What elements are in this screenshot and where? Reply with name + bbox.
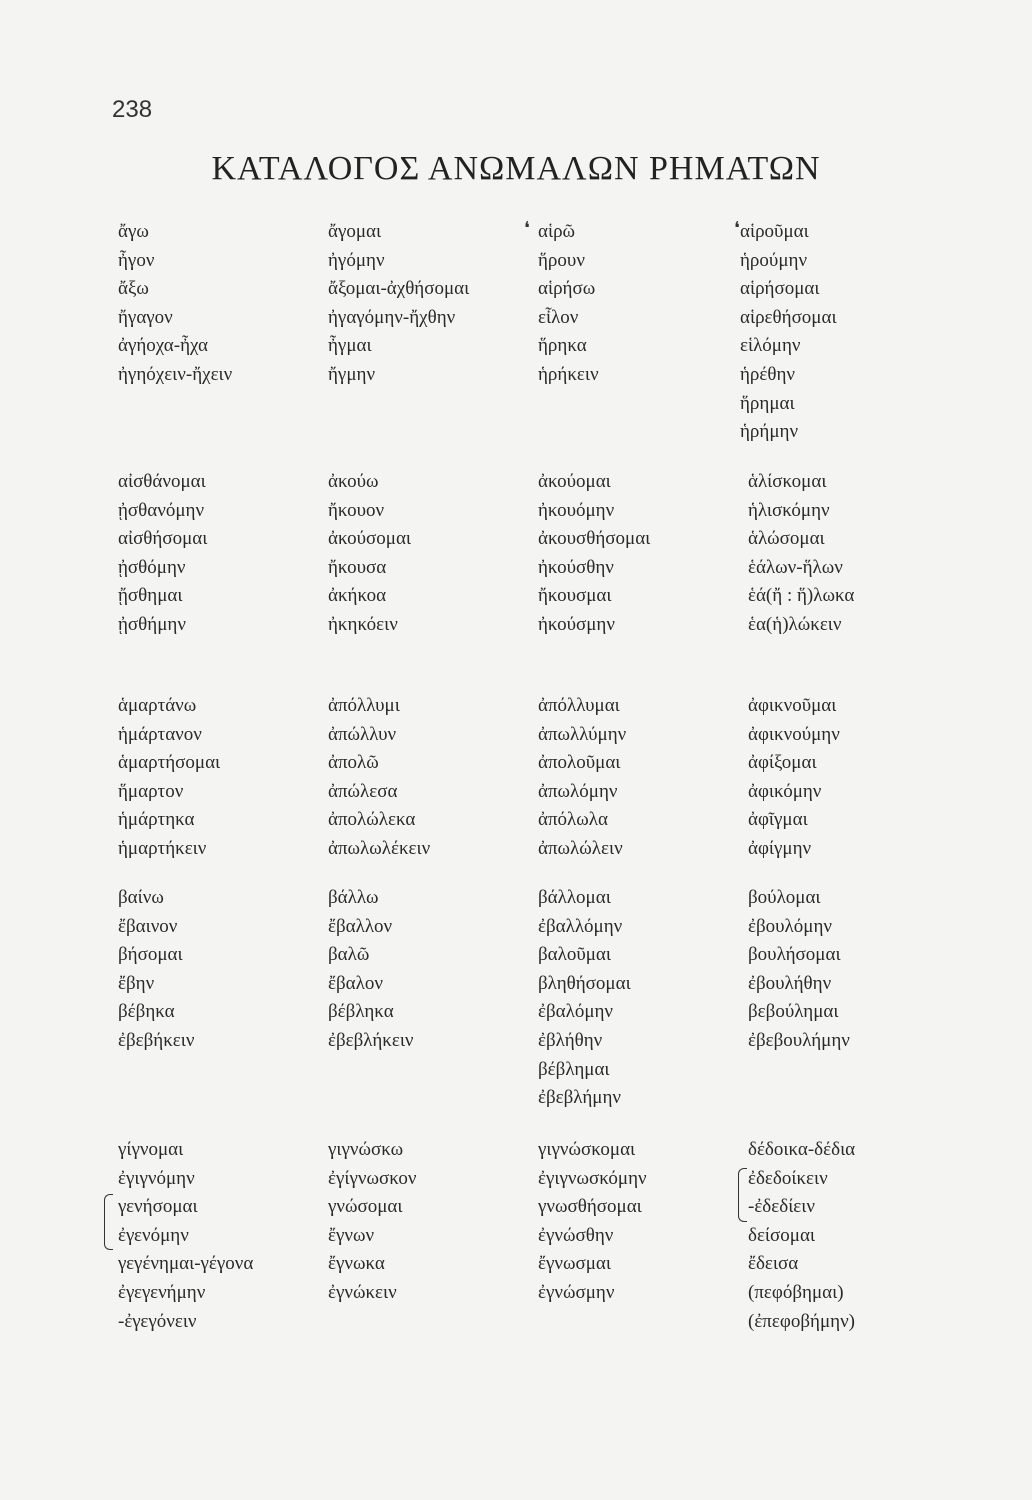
verb-form: ἁλίσκομαι (748, 471, 827, 492)
verb-column (118, 218, 232, 390)
verb-form: ἡρέθην (740, 363, 796, 385)
verb-form: ᾐσθόμην (118, 556, 186, 578)
verb-form: -ἐγεγόνειν (118, 1310, 197, 1332)
verb-form: ἥρημαι (740, 392, 795, 414)
verb-form: βούλομαι (748, 887, 821, 908)
verb-form: ἄγομαι (328, 221, 382, 242)
verb-form: ἐβουλόμην (748, 915, 832, 937)
verb-form: ἀκούω (328, 471, 379, 492)
verb-column (538, 468, 650, 640)
verb-column (118, 1136, 253, 1336)
verb-form: (ἐπεφοβήμην) (748, 1310, 855, 1332)
verb-column (740, 218, 837, 447)
verb-form: ἁλώσομαι (748, 528, 825, 550)
verb-form: ἀπώλεσα (328, 780, 398, 802)
verb-column (328, 1136, 416, 1308)
verb-form: βάλλω (328, 887, 379, 908)
verb-form: βέβηκα (118, 1001, 175, 1023)
verb-form: ἠκηκόειν (328, 613, 398, 635)
verb-form: (πεφόβημαι) (748, 1281, 844, 1303)
verb-form: γιγνώσκομαι (538, 1139, 636, 1160)
verb-column (748, 692, 840, 864)
verb-form: γνωσθήσομαι (538, 1196, 642, 1218)
verb-form: ἐβαλλόμην (538, 915, 623, 937)
verb-form: ἦγμαι (328, 335, 372, 357)
asterisk-marker-icon: ❛ (524, 218, 530, 239)
verb-form: ἀπωλώλειν (538, 837, 623, 859)
verb-form: ἀφῖγμαι (748, 809, 808, 831)
verb-form: ἐγνώκειν (328, 1281, 397, 1303)
verb-form: ἥρηκα (538, 335, 587, 357)
verb-form: ἐβεβουλήμην (748, 1029, 850, 1051)
verb-form: ἡρήκειν (538, 363, 599, 385)
verb-form: ἀπώλλυν (328, 723, 397, 745)
verb-form: δέδοικα-δέδια (748, 1139, 856, 1160)
verb-form: ἡλισκόμην (748, 499, 830, 521)
verb-form: ἀκήκοα (328, 585, 387, 607)
verb-form: δείσομαι (748, 1224, 816, 1246)
verb-form: ἤγμην (328, 363, 376, 385)
verb-form: ἤκουσμαι (538, 585, 612, 607)
verb-form: ἄξω (118, 278, 149, 300)
verb-form: ἔβαλλον (328, 915, 393, 937)
verb-form: ἐγιγνόμην (118, 1167, 195, 1189)
verb-form: ἤκουσα (328, 556, 387, 578)
verb-form: ἀφικνούμην (748, 723, 840, 745)
verb-form: ἐγίγνωσκον (328, 1167, 417, 1189)
verb-form: ἄξομαι-ἀχθήσομαι (328, 278, 470, 300)
verb-form: αἱρήσω (538, 278, 596, 300)
verb-form: εἱλόμην (740, 335, 801, 357)
verb-form: ἀπολοῦμαι (538, 752, 621, 774)
verb-form: γιγνώσκω (328, 1139, 404, 1160)
asterisk-marker-icon: ❛ (734, 218, 740, 239)
verb-form: βέβληκα (328, 1001, 394, 1023)
verb-column (118, 692, 220, 864)
verb-form: ἐβεβλήκειν (328, 1029, 414, 1051)
verb-form: βάλλομαι (538, 887, 611, 908)
verb-column (328, 218, 469, 390)
verb-column (748, 468, 854, 640)
verb-form: ἦγον (118, 249, 155, 271)
bracket-icon (738, 1168, 747, 1222)
verb-form: ἡμαρτήκειν (118, 837, 207, 859)
verb-form: ἡρούμην (740, 249, 808, 271)
page-title: ΚΑΤΑΛΟΓΟΣ ΑΝΩΜΑΛΩΝ ΡΗΜΑΤΩΝ (211, 150, 821, 187)
verb-form: ἀκουσθήσομαι (538, 528, 651, 550)
verb-form: εἶλον (538, 306, 579, 328)
verb-form: γενήσομαι (118, 1196, 198, 1218)
verb-form: ἠγαγόμην-ἤχθην (328, 306, 456, 328)
verb-form: βήσομαι (118, 944, 183, 966)
verb-form: ἁμαρτάνω (118, 695, 197, 716)
verb-form: ἀπωλωλέκειν (328, 837, 431, 859)
verb-form: ἀπόλλυμαι (538, 695, 620, 716)
verb-form: βαλοῦμαι (538, 944, 611, 966)
verb-form: ἥμαρτον (118, 780, 184, 802)
verb-form: ἐβουλήθην (748, 972, 832, 994)
verb-column (328, 692, 430, 864)
verb-form: ἄγω (118, 221, 149, 242)
verb-form: βαίνω (118, 887, 164, 908)
verb-form: ἐβεβλήμην (538, 1087, 621, 1109)
verb-form: βέβλημαι (538, 1058, 610, 1080)
verb-form: ἔγνωκα (328, 1253, 385, 1275)
verb-form: αἱροῦμαι (740, 221, 809, 242)
verb-form: αἰσθήσομαι (118, 528, 208, 550)
verb-form: ἀφικνοῦμαι (748, 695, 837, 716)
verb-form: ἤκουον (328, 499, 385, 521)
verb-column (538, 218, 599, 390)
verb-form: βεβούλημαι (748, 1001, 839, 1023)
verb-column (118, 884, 194, 1056)
verb-form: ἡμάρτηκα (118, 809, 195, 831)
verb-column (538, 884, 631, 1113)
verb-form: αἱρεθήσομαι (740, 306, 837, 328)
verb-form: ἠκούσθην (538, 556, 614, 578)
verb-form: ἐγνώσθην (538, 1224, 614, 1246)
verb-column (328, 468, 411, 640)
verb-form: ἔδεισα (748, 1253, 799, 1275)
verb-form: ἐγενόμην (118, 1224, 189, 1246)
verb-form: ἀπωλλύμην (538, 723, 627, 745)
verb-form: ἠκούσμην (538, 613, 615, 635)
verb-form: γίγνομαι (118, 1139, 184, 1160)
verb-form: ἀπολώλεκα (328, 809, 416, 831)
verb-form: ἀκούομαι (538, 471, 611, 492)
verb-form: ἀφίξομαι (748, 752, 817, 774)
verb-form: αἰσθάνομαι (118, 471, 206, 492)
verb-column (748, 884, 850, 1056)
verb-form: ἐβεβήκειν (118, 1029, 195, 1051)
verb-form: αἱρῶ (538, 221, 576, 242)
verb-form: ἤγαγον (118, 306, 173, 328)
verb-form: ἀφίγμην (748, 837, 812, 859)
verb-form: ἑά(ἤ : ἥ)λωκα (748, 585, 855, 607)
verb-form: ἐβλήθην (538, 1029, 603, 1051)
verb-form: ἔγνωσμαι (538, 1253, 611, 1275)
verb-form: ἑα(ἡ)λώκειν (748, 613, 842, 635)
verb-form: ἠκουόμην (538, 499, 615, 521)
verb-form: ἑάλων-ἥλων (748, 556, 843, 578)
verb-form: ἀκούσομαι (328, 528, 412, 550)
verb-form: ἔβην (118, 972, 155, 994)
verb-column (118, 468, 207, 640)
verb-column (748, 1136, 855, 1336)
verb-form: γεγένημαι-γέγονα (118, 1253, 254, 1275)
verb-form: ἡρήμην (740, 421, 799, 443)
verb-form: ἔβαινον (118, 915, 178, 937)
verb-form: ἀγήοχα-ἦχα (118, 335, 208, 357)
verb-form: βαλῶ (328, 944, 370, 966)
verb-form: ἀπολῶ (328, 752, 379, 774)
verb-form: ἡμάρτανον (118, 723, 202, 745)
verb-form: ἔγνων (328, 1224, 375, 1246)
verb-form: ἠγόμην (328, 249, 385, 271)
bracket-icon (104, 1194, 113, 1250)
verb-form: ἐγνώσμην (538, 1281, 615, 1303)
verb-form: ᾐσθανόμην (118, 499, 205, 521)
verb-form: βουλήσομαι (748, 944, 841, 966)
verb-form: -ἐδεδίειν (748, 1196, 815, 1218)
verb-form: γνώσομαι (328, 1196, 403, 1218)
verb-form: ἥρουν (538, 249, 585, 271)
verb-form: ἠγηόχειν-ἤχειν (118, 363, 233, 385)
verb-form: ἐγεγενήμην (118, 1281, 206, 1303)
verb-form: ᾔσθημαι (118, 585, 183, 607)
verb-column (538, 692, 626, 864)
verb-form: ᾐσθήμην (118, 613, 186, 635)
verb-form: ἐβαλόμην (538, 1001, 614, 1023)
verb-form: ἐδεδοίκειν (748, 1167, 828, 1189)
verb-form: ἐγιγνωσκόμην (538, 1167, 647, 1189)
page-number: 238 (112, 96, 153, 123)
verb-form: αἱρήσομαι (740, 278, 820, 300)
verb-form: ἁμαρτήσομαι (118, 752, 221, 774)
verb-form: ἀπόλωλα (538, 809, 608, 831)
verb-column (328, 884, 414, 1056)
verb-form: ἀπωλόμην (538, 780, 618, 802)
verb-form: ἀπόλλυμι (328, 695, 400, 716)
verb-column (538, 1136, 647, 1308)
verb-form: βληθήσομαι (538, 972, 631, 994)
verb-form: ἀφικόμην (748, 780, 822, 802)
verb-form: ἔβαλον (328, 972, 383, 994)
